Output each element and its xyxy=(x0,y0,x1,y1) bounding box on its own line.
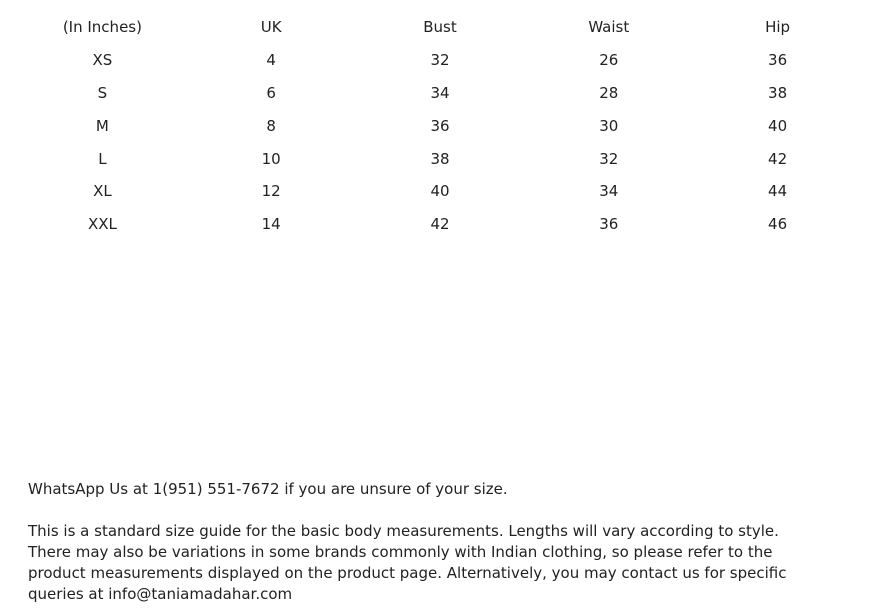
size-guide-note xyxy=(28,521,828,605)
size-guide-line: product measurements displayed on the product page. Alternatively, you may contact us for specific xyxy=(28,564,787,582)
bust-cell: 34 xyxy=(430,83,450,102)
bust-cell: 38 xyxy=(430,149,450,168)
header-waist: Waist xyxy=(588,18,630,37)
size-guide-line: queries at info@taniamadahar.com xyxy=(28,585,293,603)
size-chart-table xyxy=(18,11,862,241)
uk-cell: 6 xyxy=(266,83,276,102)
waist-cell: 34 xyxy=(599,182,619,201)
uk-cell: 14 xyxy=(261,215,281,234)
size-guide-line: This is a standard size guide for the basic body measurements. Lengths will vary according to style. xyxy=(28,522,779,540)
uk-cell: 10 xyxy=(261,149,281,168)
table-row xyxy=(18,142,862,175)
hip-cell: 36 xyxy=(768,51,788,70)
uk-cell: 4 xyxy=(266,51,276,70)
whatsapp-contact-text: WhatsApp Us at 1(951) 551-7672 if you are unsure of your size. xyxy=(28,480,508,498)
waist-cell: 30 xyxy=(599,116,619,135)
table-row xyxy=(18,77,862,110)
size-cell: M xyxy=(95,116,109,135)
bust-cell: 40 xyxy=(430,182,450,201)
waist-cell: 28 xyxy=(599,83,619,102)
size-cell: XXL xyxy=(87,215,117,234)
waist-cell: 36 xyxy=(599,215,619,234)
size-cell: L xyxy=(98,149,107,168)
hip-cell: 40 xyxy=(768,116,788,135)
uk-cell: 12 xyxy=(261,182,281,201)
table-row xyxy=(18,109,862,142)
size-cell: XS xyxy=(92,51,113,70)
size-cell: S xyxy=(97,83,108,102)
header-unit: (In Inches) xyxy=(62,18,142,37)
table-header-row xyxy=(18,11,862,44)
size-guide-line: There may also be variations in some brands commonly with Indian clothing, so please refer to the xyxy=(28,543,773,561)
table-row xyxy=(18,44,862,77)
hip-cell: 44 xyxy=(768,182,788,201)
header-uk: UK xyxy=(260,18,282,37)
bust-cell: 32 xyxy=(430,51,450,70)
hip-cell: 46 xyxy=(768,215,788,234)
waist-cell: 32 xyxy=(599,149,619,168)
table-row xyxy=(18,208,862,241)
bust-cell: 36 xyxy=(430,116,450,135)
bust-cell: 42 xyxy=(430,215,450,234)
uk-cell: 8 xyxy=(266,116,276,135)
waist-cell: 26 xyxy=(599,51,619,70)
header-hip: Hip xyxy=(765,18,791,37)
header-bust: Bust xyxy=(423,18,457,37)
hip-cell: 38 xyxy=(768,83,788,102)
table-row xyxy=(18,175,862,208)
hip-cell: 42 xyxy=(768,149,788,168)
size-cell: XL xyxy=(93,182,112,201)
